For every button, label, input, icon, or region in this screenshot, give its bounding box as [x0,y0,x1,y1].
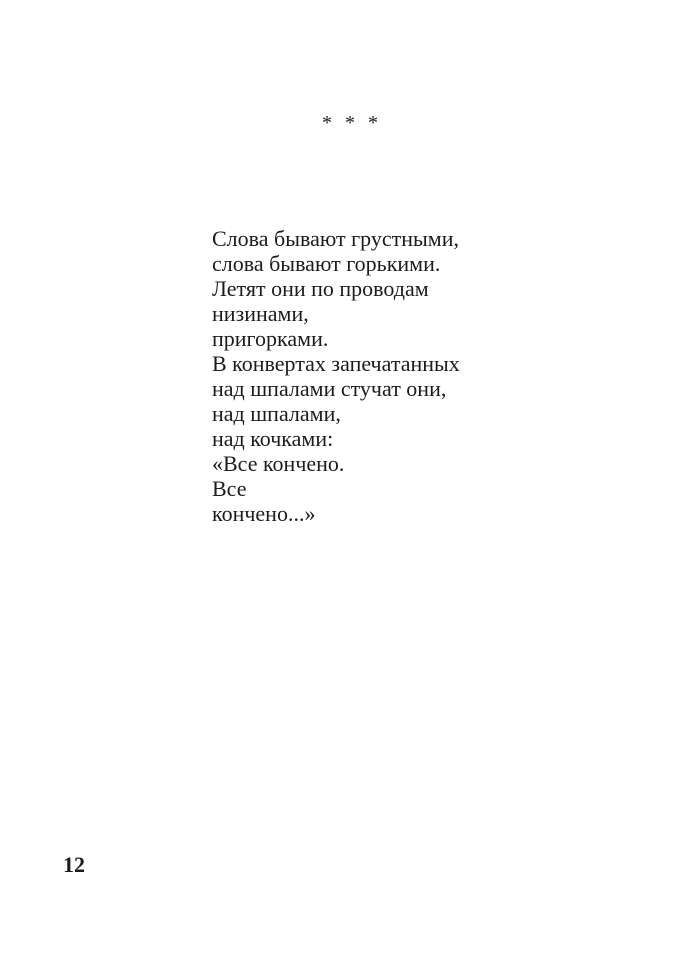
poem-line: над шпалами, [212,401,341,426]
poem-line: низинами, [212,301,309,326]
poem-line: «Все кончено. [212,451,345,476]
poem-line: кончено...» [212,501,316,526]
poem-line: Летят они по проводам [212,276,429,301]
poem-line: над кочками: [212,426,334,451]
page-number: 12 [63,852,85,877]
poem-line: слова бывают горькими. [212,251,441,276]
poem-line: Все [212,476,247,501]
poem-line: В конвертах запечатанных [212,351,460,376]
poem-line: пригорками. [212,326,329,351]
section-marker: * * * [322,112,378,134]
poem-line: над шпалами стучат они, [212,376,447,401]
poem-line: Слова бывают грустными, [212,226,459,251]
poem [212,226,460,526]
